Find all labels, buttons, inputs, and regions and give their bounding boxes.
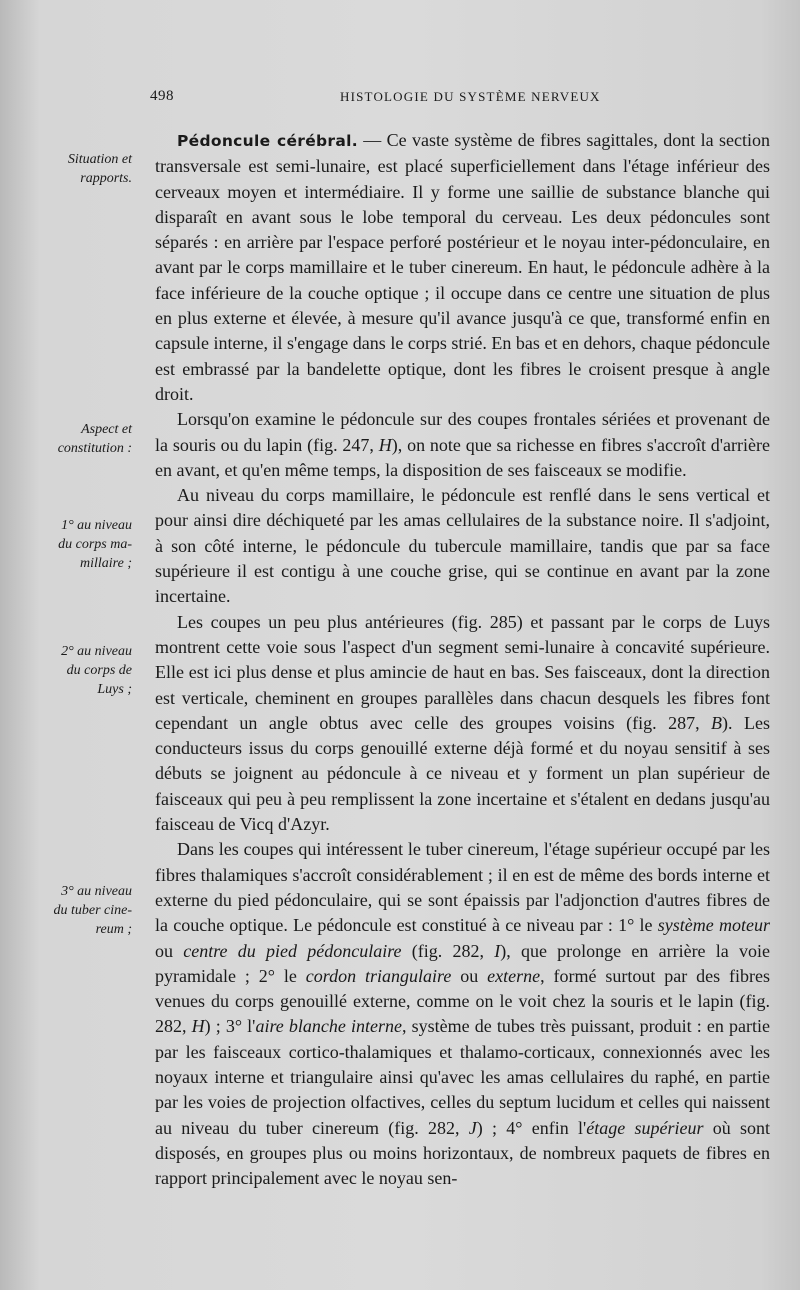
margin-note-line: Situation et	[67, 152, 132, 167]
margin-note-line: 1° au niveau	[61, 518, 132, 533]
margin-note-aspect	[7, 420, 132, 458]
italic-term: centre du pied pédonculaire	[183, 940, 402, 961]
margin-note-line: reum ;	[95, 922, 132, 937]
margin-note-tuber-cinereum	[7, 882, 132, 939]
paragraph-text: , système de tubes très puissant, produit : en partie par les faisceaux cortico-thalamiques et thalamo-corticaux, connexionnés avec les noyaux interne et triangulaire ainsi qu'avec les amas cellulaires du raphé, en partie par les voies de projection olfactives, celles du septum lucidum et celles qui naissent au niveau du tuber cinereum (fig. 282,	[155, 1016, 771, 1138]
margin-note-line: du corps de	[66, 663, 132, 678]
paragraph-text: ou	[155, 940, 184, 961]
running-title: HISTOLOGIE DU SYSTÈME NERVEUX	[340, 89, 601, 104]
paragraph-text: ), on note que sa richesse en fibres s'accroît d'arrière en avant, et qu'en même temps, la disposition de ses faisceaux se modifie.	[155, 434, 770, 480]
paragraph-text: où sont disposés, en groupes plus ou moins horizontaux, de nombreux paquets de fibres en rapport principalement avec le noyau sen-	[155, 1117, 771, 1189]
paragraph-corps-mamillaire	[155, 483, 770, 609]
figure-letter: B	[711, 712, 723, 733]
paragraph-tuber-cinereum	[155, 837, 770, 1191]
paragraph-text: ) ; 3° l'	[204, 1016, 256, 1037]
paragraph-text: — Ce vaste système de fibres sagittales, dont la section transversale est semi-lunaire, est placé superficiellement dans l'étage inférieur des cerveaux moyen et intermédiaire. Il y forme une saillie de substance blanche qui disparaît en avant sous le lobe temporal du cerveau. Les deux pédoncules sont séparés : en arrière par l'espace perforé postérieur et le noyau inter-pédonculaire, en avant par le corps mamillaire et le tuber cinereum. En haut, le pédoncule adhère à la face inférieure de la couche optique ; il occupe dans ce centre une situation de plus en plus externe et élevée, à mesure qu'il avance jusqu'à ce que, transformé enfin en capsule interne, il s'engage dans le corps strié. En bas et en dehors, chaque pédoncule est embrassé par la bandelette optique, dont les fibres le croisent presque à angle droit.	[155, 130, 770, 404]
figure-letter: H	[191, 1016, 205, 1037]
paragraph-text: , formé surtout par des fibres venues du corps genouillé externe, comme on le voit chez la souris et le lapin (fig. 282,	[155, 965, 770, 1037]
italic-term: système moteur	[657, 915, 770, 936]
margin-note-line: Aspect et	[81, 422, 132, 437]
italic-term: aire blanche interne	[255, 1016, 402, 1037]
paragraph-aspect	[155, 407, 770, 483]
paragraph-situation	[155, 128, 770, 407]
italic-term: étage supérieur	[586, 1117, 704, 1138]
margin-note-corps-mamillaire	[7, 516, 132, 573]
italic-term: externe	[487, 965, 541, 986]
paragraph-text: (fig. 282,	[401, 940, 495, 961]
paragraph-text: ) ; 4° enfin l'	[476, 1117, 587, 1138]
figure-letter: J	[468, 1117, 477, 1138]
margin-note-line: du tuber cine-	[53, 903, 132, 918]
running-header	[150, 88, 770, 110]
paragraph-text: Au niveau du corps mamillaire, le pédoncule est renflé dans le sens vertical et pour ainsi dire déchiqueté par les amas cellulaires de la substance noire. Il s'adjoint, à son côté interne, le pédoncule du tubercule mamillaire, tandis que par sa face supérieure il est contigu à une couche grise, qui se continue en avant par la zone incertaine.	[155, 485, 770, 607]
paragraph-text: Lorsqu'on examine le pédoncule sur des coupes frontales sériées et provenant de la souris ou du lapin (fig. 247,	[155, 409, 770, 455]
margin-note-corps-de-luys	[7, 642, 132, 699]
page-number: 498	[150, 88, 174, 104]
margin-note-line: millaire ;	[80, 556, 132, 571]
margin-note-line: 2° au niveau	[61, 644, 132, 659]
margin-note-line: 3° au niveau	[61, 884, 132, 899]
margin-note-line: du corps ma-	[58, 537, 132, 552]
paragraph-text: Dans les coupes qui intéressent le tuber cinereum, l'étage supérieur occupé par les fibres thalamiques s'accroît considérablement ; il en est de même des bords interne et externe du pied pédonculaire, qui se sont épaissis par l'adjonction d'autres fibres de la couche optique. Le pédoncule est constitué à ce niveau par : 1° le	[155, 839, 770, 936]
body-text	[155, 128, 770, 1191]
margin-note-line: rapports.	[80, 171, 132, 186]
margin-note-line: constitution :	[57, 441, 132, 456]
paragraph-text: ). Les conducteurs issus du corps genouillé externe déjà formé et du noyau sensitif à ses débuts se joignent au pédoncule à ce niveau et y forment un plan supérieur de faisceaux qui peu à peu remplissent la zone incertaine et s'étalent en dedans jusqu'au faisceau de Vicq d'Azyr.	[155, 712, 771, 835]
paragraph-text: Les coupes un peu plus antérieures (fig. 285) et passant par le corps de Luys montrent cette voie sous l'aspect d'un segment semi-lunaire à concavité supérieure. Elle est ici plus dense et plus amincie de haut en bas. Ses faisceaux, dont la direction est verticale, cheminent en groupes parallèles dans chacun desquels les fibres font cependant un angle obtus avec celle des groupes voisins (fig. 287,	[155, 611, 770, 733]
paragraph-text: ), que prolonge en arrière la voie pyramidale ; 2° le	[155, 940, 770, 986]
margin-note-situation	[7, 150, 132, 188]
figure-letter: I	[494, 940, 501, 961]
italic-term: cordon triangulaire	[305, 965, 452, 986]
figure-letter: H	[378, 434, 392, 455]
section-heading: Pédoncule cérébral.	[177, 132, 358, 150]
paragraph-corps-de-luys	[155, 610, 770, 838]
paragraph-text: ou	[451, 965, 488, 986]
margin-note-line: Luys ;	[97, 682, 132, 697]
